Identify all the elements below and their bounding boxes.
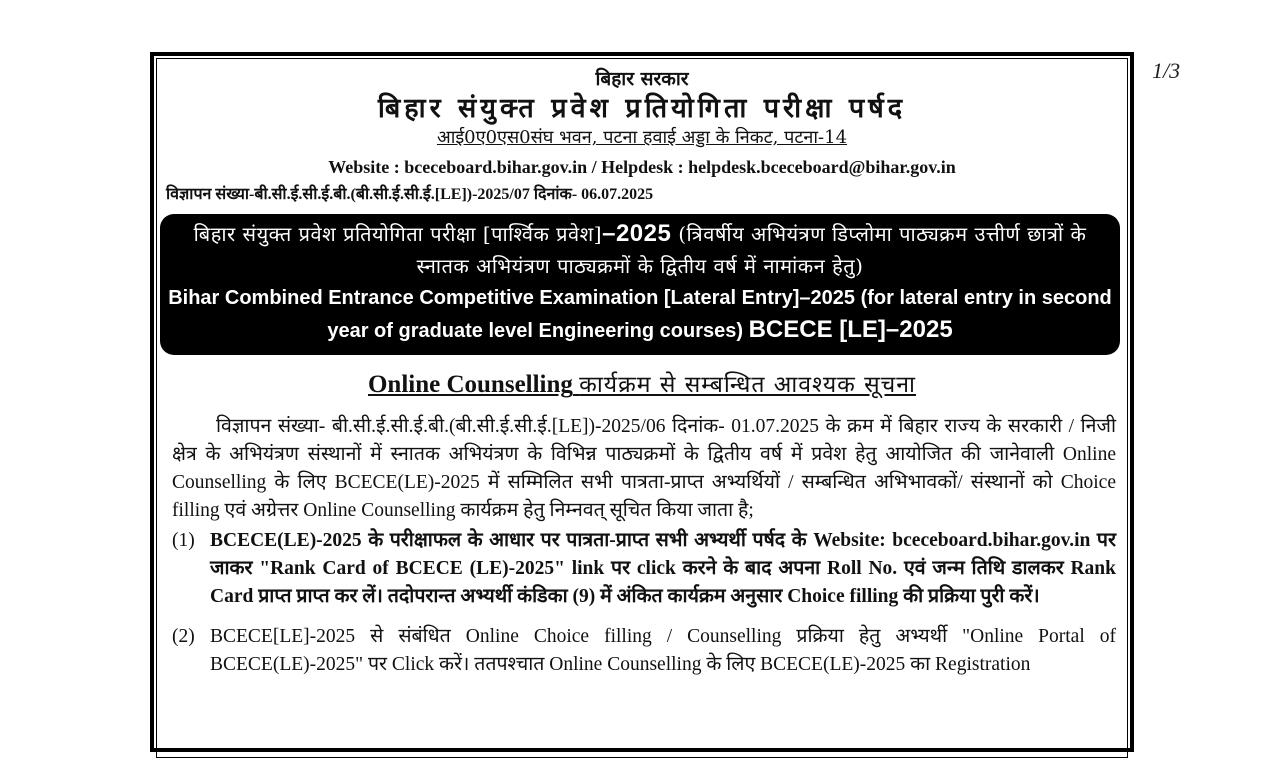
list-item-number: (1) (172, 530, 195, 551)
list-item (172, 623, 1116, 679)
banner-english-title (166, 282, 1114, 347)
list-item-text: BCECE[LE]-2025 से संबंधित Online Choice filling / Counselling प्रक्रिया हेतु अभ्यर्थी "Online Portal of BCECE(LE)-2025" पर Click करें। ततपश्चात Online Counselling के लिए BCECE(LE)-2025 का Registration (210, 626, 1116, 675)
list-item (172, 527, 1116, 611)
banner-hindi-title (166, 218, 1114, 282)
intro-paragraph: विज्ञापन संख्या- बी.सी.ई.सी.ई.बी.(बी.सी.ई.सी.ई.[LE])-2025/06 दिनांक- 01.07.2025 के क्रम में बिहार राज्य के सरकारी / निजी क्षेत्र के अभियंत्रण संस्थानों में स्नातक अभियंत्रण के विभिन्न पाठ्यक्रमों के द्वितीय वर्ष में प्रवेश हेतु आयोजित की जानेवाली Online Counselling के लिए BCECE(LE)-2025 में सम्मिलित सभी पात्रता-प्राप्त अभ्यर्थियों / सम्बन्धित अभिभावकों/ संस्थानों को Choice filling एवं अग्रेत्तर Online Counselling कार्यक्रम हेतु निम्नवत् सूचित किया जाता है; (172, 416, 1116, 521)
banner-exam-code: BCECE [LE]–2025 (748, 316, 953, 343)
banner-hindi-part2: (त्रिवर्षीय अभियंत्रण डिप्लोमा पाठ्यक्रम उत्तीर्ण छात्रों के स्नातक अभियंत्रण पाठ्यक्रमों के द्वितीय वर्ष में नामांकन हेतु) (416, 222, 1087, 278)
website-helpdesk-line: Website : bceceboard.bihar.gov.in / Helpdesk : helpdesk.bceceboard@bihar.gov.in (328, 157, 956, 177)
list-item-text: BCECE(LE)-2025 के परीक्षाफल के आधार पर पात्रता-प्राप्त सभी अभ्यर्थी पर्षद के Website: bceceboard.bihar.gov.in पर जाकर "Rank Card of BCECE (LE)-2025" link पर click करने के बाद अपना Roll No. एवं जन्म तिथि डालकर Rank Card प्राप्त प्राप्त कर लें। तदोपरान्त अभ्यर्थी कंडिका (9) में अंकित कार्यक्रम अनुसार Choice filling की प्रक्रिया पुरी करें। (210, 530, 1116, 607)
list-item-number: (2) (172, 626, 195, 647)
notice-title-english: Online Counselling (367, 371, 573, 398)
banner-hindi-part1: बिहार संयुक्त प्रवेश प्रतियोगिता परीक्षा [पार्श्विक प्रवेश] (193, 222, 603, 246)
government-heading: बिहार सरकार (595, 68, 689, 90)
exam-title-banner (160, 214, 1120, 355)
board-address: आई0ए0एस0संघ भवन, पटना हवाई अड्डा के निकट, पटना-14 (436, 127, 848, 148)
page-number: 1/3 (1152, 58, 1181, 83)
banner-hindi-year: –2025 (602, 220, 672, 247)
advertisement-number: विज्ञापन संख्या-बी.सी.ई.सी.ई.बी.(बी.सी.ई.सी.ई.[LE])-2025/07 दिनांक- 06.07.2025 (166, 186, 654, 203)
banner-english-text: Bihar Combined Entrance Competitive Examination [Lateral Entry]–2025 (for lateral entry in second year of graduate level Engineering courses) (168, 287, 1112, 342)
document-body (164, 62, 1120, 679)
board-title: बिहार संयुक्त प्रवेश प्रतियोगिता परीक्षा पर्षद (377, 93, 907, 124)
notice-title (164, 365, 1120, 405)
notice-title-hindi: कार्यक्रम से सम्बन्धित आवश्यक सूचना (579, 372, 917, 398)
